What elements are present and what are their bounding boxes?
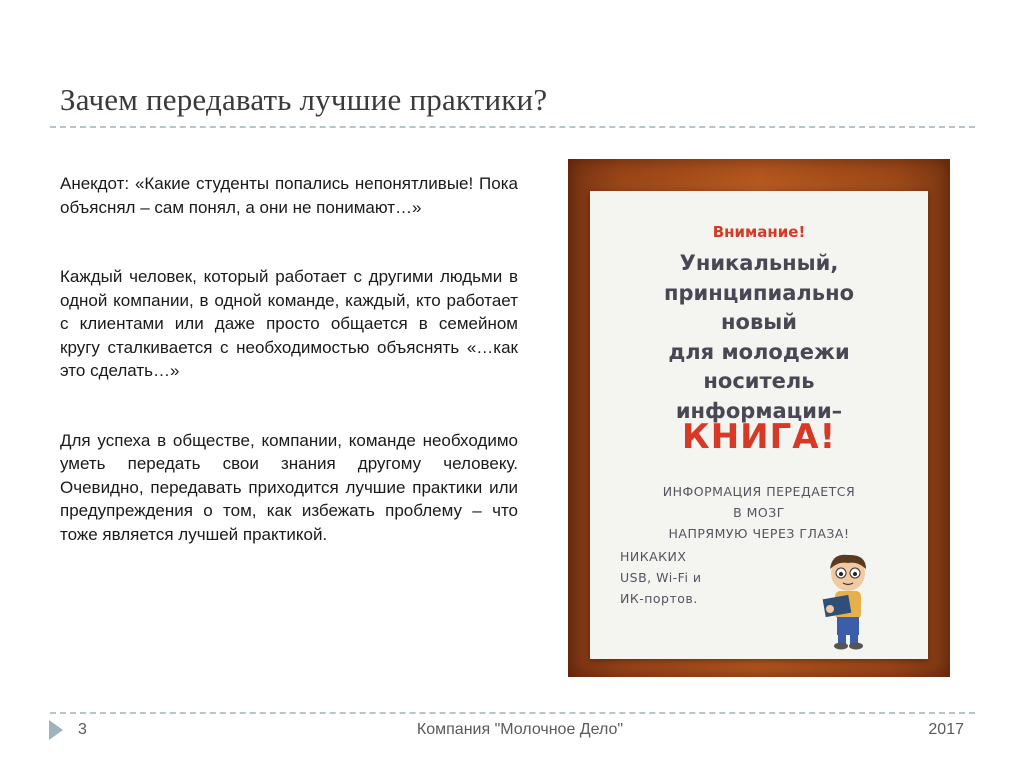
poster-main-line: информации– — [675, 398, 843, 423]
poster-main-line: Уникальный, — [679, 251, 839, 275]
page-number: 3 — [78, 721, 87, 738]
poster-photo — [568, 159, 950, 677]
slide-body — [60, 172, 518, 592]
poster-left-text — [620, 546, 790, 609]
poster-small-line: ИНФОРМАЦИЯ ПЕРЕДАЕТСЯ — [662, 484, 856, 499]
poster-main-text — [590, 249, 928, 426]
poster-sheet — [590, 191, 928, 659]
paragraph-success: Для успеха в обществе, компании, команде необходимо уметь передать свои знания другому человеку. Очевидно, передавать приходится лучшие практики или предупреждения о том, как избежать проблему – что тоже является лучшей практикой. — [60, 430, 518, 544]
paragraph-anecdote: Анекдот: «Какие студенты попались непонятливые! Пока объяснял – сам понял, а они не понимают…» — [60, 174, 518, 217]
poster-attention: Внимание! — [712, 223, 806, 241]
poster-small-line: В МОЗГ — [733, 505, 785, 520]
footer-year: 2017 — [928, 721, 964, 738]
poster-left-line: USB, Wi-Fi и — [620, 570, 702, 585]
boy-reading-illustration — [810, 551, 885, 651]
poster-main-line: новый — [721, 310, 797, 334]
footer-divider — [50, 712, 975, 714]
poster-main-line: для молодежи — [668, 339, 850, 364]
poster-left-line: НИКАКИХ — [620, 549, 687, 564]
poster-small-text — [590, 481, 928, 544]
poster-highlight: КНИГА! — [681, 417, 837, 457]
footer-company: Компания "Молочное Дело" — [416, 721, 624, 738]
poster-small-line: НАПРЯМУЮ ЧЕРЕЗ ГЛАЗА! — [668, 526, 850, 541]
poster-main-line: принципиально — [663, 280, 855, 305]
slide-title: Зачем передавать лучшие практики? — [60, 82, 548, 117]
poster-main-line: носитель — [703, 369, 815, 393]
paragraph-explaining: Каждый человек, который работает с другими людьми в одной компании, в одной команде, каждый, кто работает с клиентами или даже просто общается в семейном кругу сталкивается с необходимостью объяснять «…как это сделать…» — [60, 267, 518, 380]
poster-left-line: ИК-портов. — [620, 591, 698, 606]
title-divider — [50, 126, 975, 128]
